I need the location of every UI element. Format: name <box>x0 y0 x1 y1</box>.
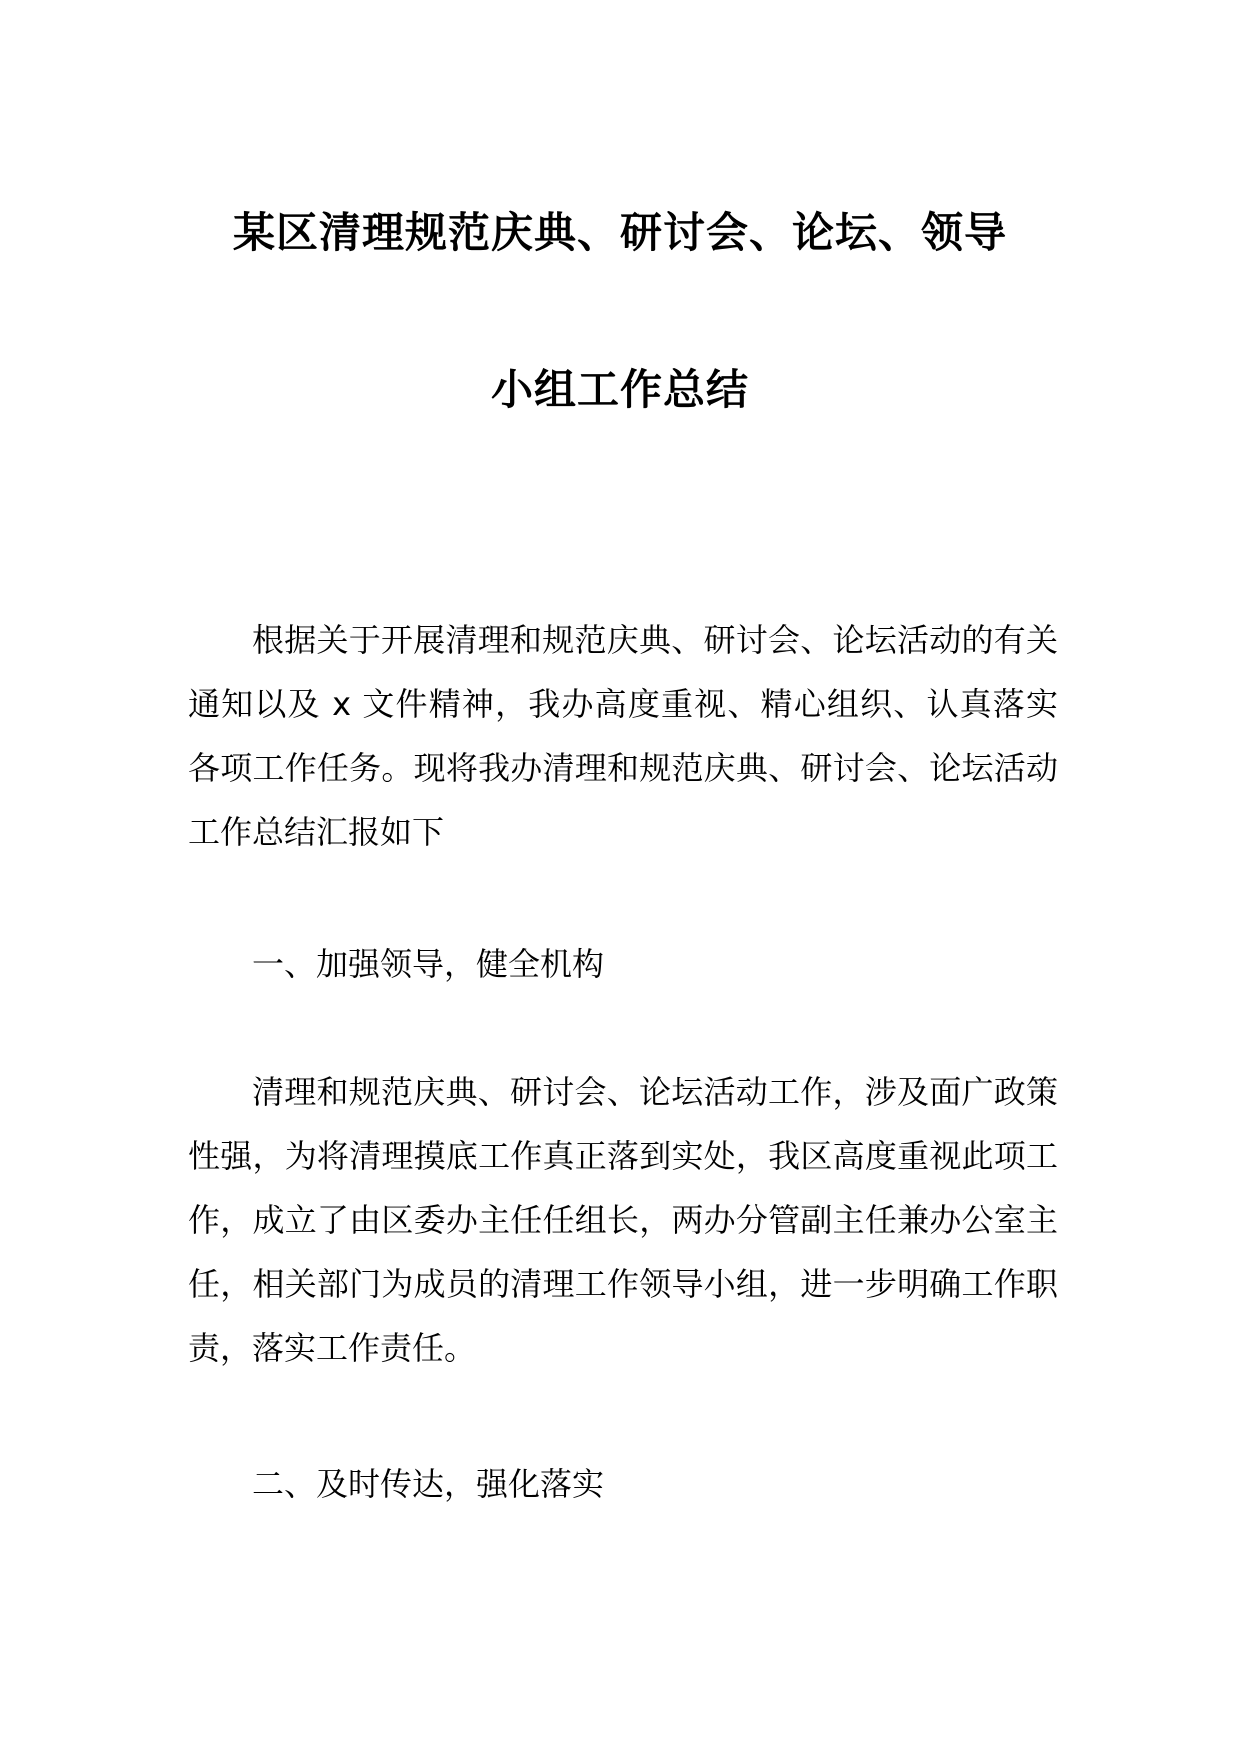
section-1-paragraph-block <box>188 1060 1058 1380</box>
section-1-paragraph: 清理和规范庆典、研讨会、论坛活动工作，涉及面广政策性强，为将清理摸底工作真正落到实处，我区高度重视此项工作，成立了由区委办主任任组长，两办分管副主任兼办公室主任，相关部门为成员的清理工作领导小组，进一步明确工作职责，落实工作责任。 <box>188 1073 1058 1367</box>
document-title-line-1: 某区清理规范庆典、研讨会、论坛、领导 <box>232 208 1007 257</box>
document-title-line-2: 小组工作总结 <box>490 365 749 414</box>
intro-paragraph-block <box>188 608 1058 864</box>
intro-paragraph: 根据关于开展清理和规范庆典、研讨会、论坛活动的有关通知以及 x 文件精神，我办高度重视、精心组织、认真落实各项工作任务。现将我办清理和规范庆典、研讨会、论坛活动工作总结汇报如下 <box>188 621 1058 851</box>
section-heading-1: 一、加强领导，健全机构 <box>252 945 605 983</box>
section-heading-2-block <box>188 1452 1058 1516</box>
section-heading-1-block <box>188 932 1058 996</box>
section-heading-2: 二、及时传达，强化落实 <box>252 1465 605 1503</box>
